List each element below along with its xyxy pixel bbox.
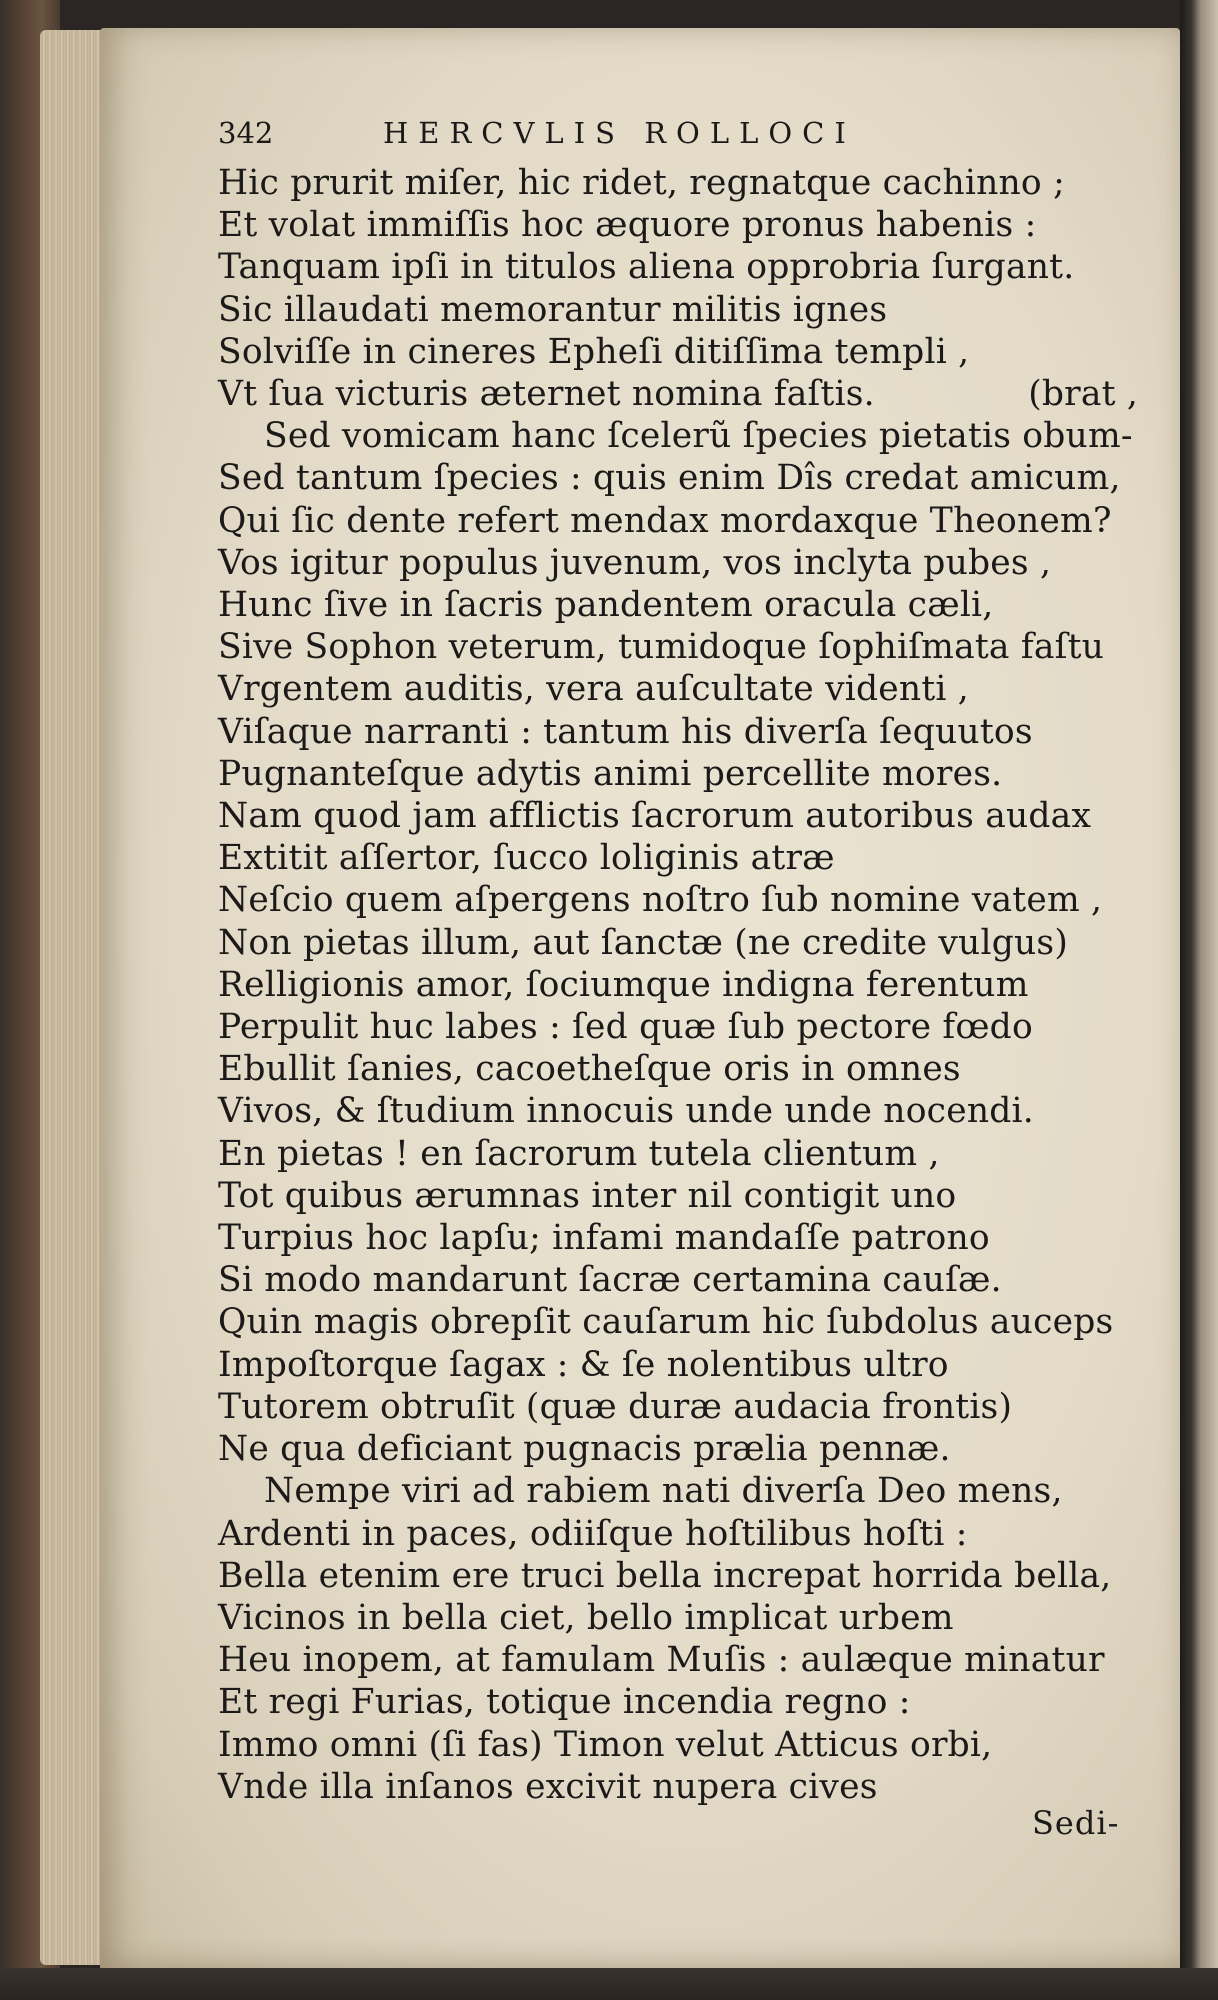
verse-line: Sed tantum ſpecies : quis enim Dîs credat amicum, (218, 458, 1121, 499)
verse-line: Sed vomicam hanc ſcelerũ ſpecies pietatis obum- (264, 416, 1133, 457)
verse-line: Non pietas illum, aut ſanctæ (ne credite vulgus) (218, 922, 1068, 963)
verse-line: Nam quod jam afflictis ſacrorum autoribus audax (218, 796, 1092, 837)
bottom-edge (0, 1968, 1218, 2000)
verse-line: Extitit aſſertor, ſucco loliginis atræ (218, 838, 835, 879)
page-number: 342 (218, 116, 274, 150)
verse-line: Ebullit ſanies, cacoetheſque oris in omnes (218, 1049, 961, 1090)
verse-line: Quin magis obrepſit cauſarum hic ſubdolus auceps (218, 1302, 1114, 1343)
verse-line: Pugnanteſque adytis animi percellite mores. (218, 753, 1003, 794)
verse-line: Ne qua deficiant pugnacis prælia pennæ. (218, 1429, 951, 1470)
verse-line: Qui ſic dente refert mendax mordaxque Theonem? (218, 500, 1112, 541)
verse-line: Solviſſe in cineres Epheſi ditiſſima templi , (218, 331, 970, 372)
verse-line: Vos igitur populus juvenum, vos inclyta pubes , (218, 542, 1052, 583)
verse-line: Et regi Furias, totique incendia regno : (218, 1682, 911, 1723)
verse-line: Impoſtorque ſagax : & ſe nolentibus ultro (218, 1344, 949, 1385)
page-text (218, 112, 1158, 1808)
verse-line: Vt ſua victuris æternet nomina faſtis. (218, 374, 875, 415)
verse-line: Turpius hoc lapſu; infami mandaſſe patrono (218, 1218, 990, 1259)
verse-line: Vicinos in bella ciet, bello implicat urbem (218, 1597, 954, 1638)
verse-line: Tanquam ipſi in titulos aliena opprobria ſurgant. (218, 247, 1075, 288)
verse-line: Relligionis amor, ſociumque indigna ferentum (218, 964, 1029, 1005)
catchword: Sedi- (1032, 1804, 1120, 1842)
verse-line: Ardenti in paces, odiiſque hoſtilibus hoſti : (218, 1513, 968, 1554)
verse-line: Hunc ſive in ſacris pandentem oracula cæli, (218, 585, 994, 626)
verse-line: Neſcio quem aſpergens noſtro ſub nomine vatem , (218, 880, 1103, 921)
verse-line: Tot quibus ærumnas inter nil contigit uno (218, 1175, 957, 1216)
page-header (218, 112, 1158, 162)
verse-line: Hic prurit miſer, hic ridet, regnatque cachinno ; (218, 163, 1065, 203)
verse-line: Tutorem obtruſit (quæ duræ audacia frontis) (218, 1386, 1013, 1427)
verse-line: Vrgentem auditis, vera auſcultate videnti , (218, 669, 969, 710)
verse-line: Bella etenim ere truci bella increpat horrida bella, (218, 1555, 1112, 1596)
verse-line: Heu inopem, at famulam Muſis : aulæque minatur (218, 1640, 1105, 1681)
verse-line: Perpulit huc labes : ſed quæ ſub pectore fœdo (218, 1007, 1033, 1048)
verse-line: Immo omni (ſi fas) Timon velut Atticus orbi, (218, 1724, 993, 1765)
verse-line-with-turnover (218, 373, 1158, 415)
turnover-text: (brat , (1028, 374, 1138, 415)
verse-line: Si modo mandarunt ſacræ certamina cauſæ. (218, 1260, 1002, 1301)
verse-line: Viſaque narranti : tantum his diverſa ſequutos (218, 711, 1033, 752)
verse-line: En pietas ! en ſacrorum tutela clientum , (218, 1133, 940, 1174)
verse-line: Sic illaudati memorantur militis ignes (218, 289, 888, 330)
verse-line: Vnde illa inſanos excivit nupera cives (218, 1766, 878, 1807)
verse-line: Et volat immiſſis hoc æquore pronus habenis : (218, 205, 1037, 246)
verse-line: Nempe viri ad rabiem nati diverſa Deo mens, (264, 1471, 1063, 1512)
verse-line: Sive Sophon veterum, tumidoque ſophiſmata faſtu (218, 627, 1105, 668)
facing-page-edge (1180, 0, 1218, 2000)
running-head: HERCVLIS ROLLOCI (383, 116, 856, 150)
verse-line: Vivos, & ſtudium innocuis unde unde nocendi. (218, 1091, 1034, 1132)
